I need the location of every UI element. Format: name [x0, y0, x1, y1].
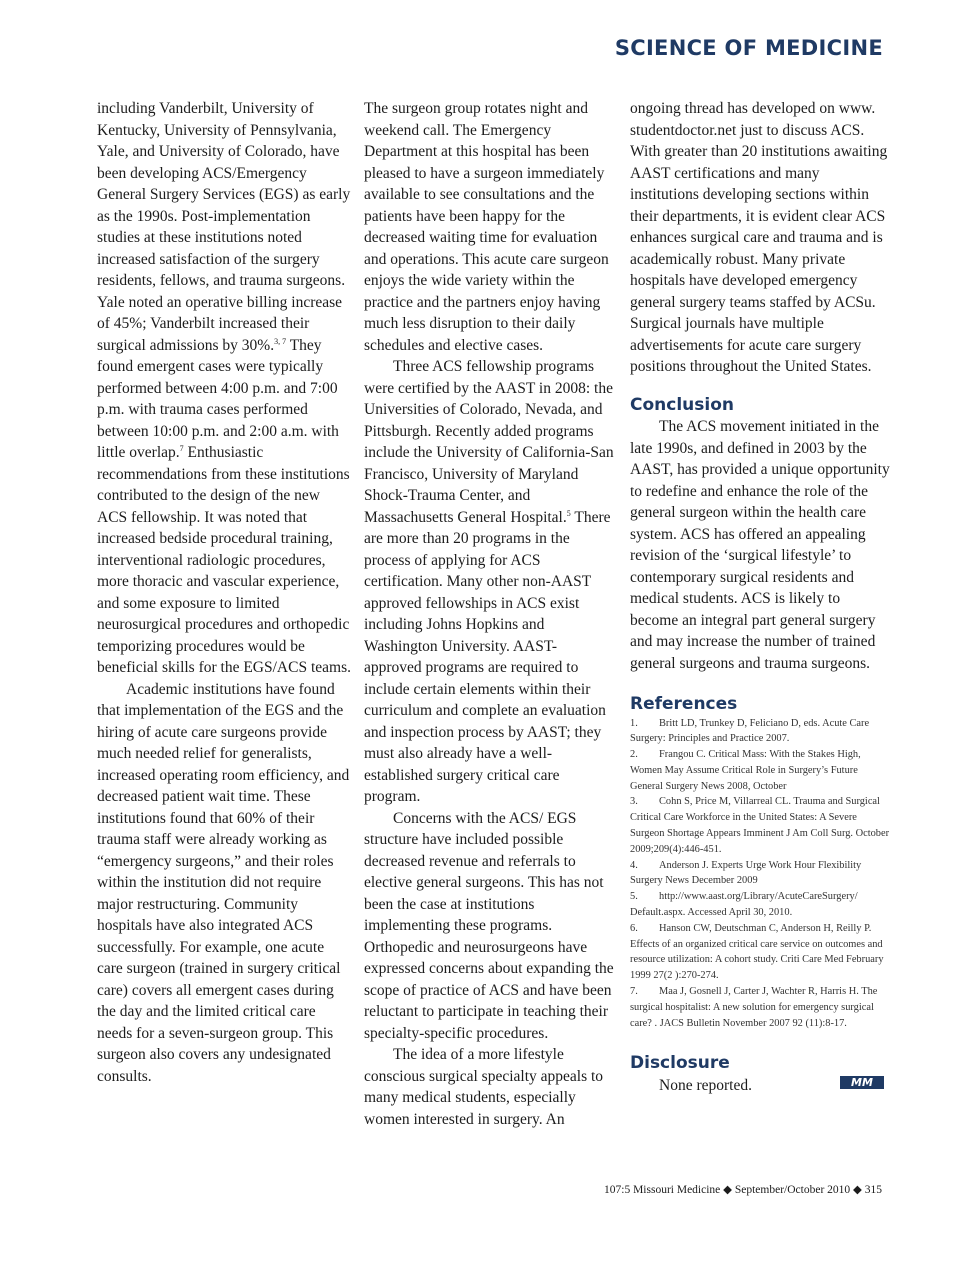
conclusion-heading: Conclusion: [630, 394, 734, 415]
reference-item: 2. Frangou C. Critical Mass: With the Stakes High, Women May Assume Critical Role in Surgery’s Future General Surgery News 2008, October: [630, 749, 861, 792]
paragraph: ongoing thread has developed on www. studentdoctor.net just to discuss ACS. With greater than 20 institutions awaiting AAST certifications and many institutions developing sections within their departments, it is evident clear ACS enhances surgical care and trauma and is academically robust. Many private hospitals have developed emergency general surgery teams staffed by ACSu. Surgical journals have multiple advertisements for acute care surgery positions throughout the United States.: [630, 100, 888, 375]
disclosure-text: None reported.: [659, 1076, 752, 1094]
references-list: [630, 716, 892, 1032]
paragraph: The idea of a more lifestyle conscious surgical specialty appeals to many medical students, especially women interested in surgery. An: [364, 1046, 604, 1128]
conclusion-paragraph: The ACS movement initiated in the late 1990s, and defined in 2003 by the AAST, has provided a unique opportunity to redefine and enhance the role of the general surgeon within the health care system. ACS has offered an appealing revision of the ‘surgical lifestyle’ to contemporary surgical residents and medical students. ACS is likely to become an integral part general surgery and may increase the number of trained general surgeons and trauma surgeons.: [630, 418, 890, 672]
reference-item: 7. Maa J, Gosnell J, Carter J, Wachter R, Harris H. The surgical hospitalist: A new solution for emergency surgical care? . JACS Bulletin November 2007 92 (11):8-17.: [630, 986, 878, 1029]
paragraph: Concerns with the ACS/ EGS structure have included possible decreased revenue and referrals to elective general surgeons. This has not been the case at institutions implementing these programs. Orthopedic and neurosurgeons have expressed concerns about expanding the scope of practice of ACS and have been reluctant to participate in teaching their specialty-specific procedures.: [364, 809, 614, 1042]
citation-superscript: 5: [566, 508, 571, 518]
reference-item: 3. Cohn S, Price M, Villarreal CL. Trauma and Surgical Critical Care Workforce in the United States: A Severe Surgeon Shortage Appears Imminent J Am Coll Surg. October 2009;209(4):446-451.: [630, 796, 890, 855]
reference-item: 6. Hanson CW, Deutschman C, Anderson H, Reilly P. Effects of an organized critical care service on outcomes and resource utilization: A cohort study. Criti Care Med February 1999 27(2 ):270-274.: [630, 922, 884, 982]
references-heading: References: [630, 694, 738, 714]
column-1: [97, 98, 352, 1087]
section-title: SCIENCE OF MEDICINE: [614, 36, 883, 60]
reference-item: 1. Britt LD, Trunkey D, Feliciano D, eds. Acute Care Surgery: Principles and Practice 2007.: [630, 717, 870, 745]
disclosure-heading: Disclosure: [630, 1053, 730, 1074]
disclosure-row: [630, 1075, 892, 1097]
citation-superscript: 7: [179, 444, 184, 453]
citation-superscript: 3, 7: [274, 336, 287, 346]
paragraph: The surgeon group rotates night and weekend call. The Emergency Department at this hospital has been pleased to have a surgeon immediately available to see consultations and the patients have been happy for the decreased waiting time for evaluation and operations. This acute care surgeon enjoys the wide variety within the practice and the partners enjoy having much less disruption to their daily schedules and elective cases.: [364, 100, 609, 354]
paragraph: including Vanderbilt, University of Kentucky, University of Pennsylvania, Yale, and University of Colorado, have been developing ACS/Emergency General Surgery Services (EGS) as early as the 1990s. Post-implementation studies at these institutions noted increased satisfaction of the surgery residents, fellows, and trauma surgeons. Yale noted an operative billing increase of 45%; Vanderbilt increased their surgical admissions by 30%.$^{3, 7}$ They found emergent cases were typically performed between 4:00 p.m. and 7:00 p.m. with trauma cases performed between 10:00 p.m. and 2:00 a.m. with little overlap.$^7$ Enthusiastic recommendations from these institutions contributed to the design of the new ACS fellowship. It was noted that increased bedside procedural training, interventional radiologic procedures, more thoracic and vascular experience, and some exposure to limited neurosurgical procedures and orthopedic temporizing procedures would be beneficial skills for the EGS/ACS teams.: [97, 100, 351, 676]
reference-item: 5. http://www.aast.org/Library/AcuteCareSurgery/ Default.aspx. Accessed April 30, 2010.: [630, 891, 858, 919]
column-2: [364, 98, 614, 1130]
paragraph: Academic institutions have found that implementation of the EGS and the hiring of acute care surgeons provide much needed relief for generalists, increased operating room efficiency, and decreased patient wait time. These institutions found that 60% of their trauma staff were already working as “emergency surgeons,” and their roles within the institution did not require major restructuring. Community hospitals have also integrated ACS successfully. For example, one acute care surgeon (trained in surgery critical care) covers all emergent cases during the day and the limited critical care needs for a seven-surgeon group. This surgeon also covers any undesignated consults.: [97, 680, 350, 1085]
reference-item: 4. Anderson J. Experts Urge Work Hour Flexibility Surgery News December 2009: [630, 859, 862, 887]
missouri-medicine-logo-icon: MM: [840, 1076, 884, 1089]
page-footer: 107:5 Missouri Medicine ◆ September/October 2010 ◆ 315: [604, 1184, 882, 1196]
paragraph: Three ACS fellowship programs were certified by the AAST in 2008: the Universities of Colorado, Nevada, and Pittsburgh. Recently added programs include the University of California-San Francisco, University of Maryland Shock-Trauma Center, and Massachusetts General Hospital.$^5$ There are more than 20 programs in the process of applying for ACS certification. Many other non-AAST approved fellowships in ACS exist including Johns Hopkins and Washington University. AAST-approved programs are required to include certain elements within their curriculum and complete an evaluation and inspection process by AAST; they must also already have a well-established surgery critical care program.: [364, 358, 614, 805]
column-3: [630, 98, 892, 1096]
